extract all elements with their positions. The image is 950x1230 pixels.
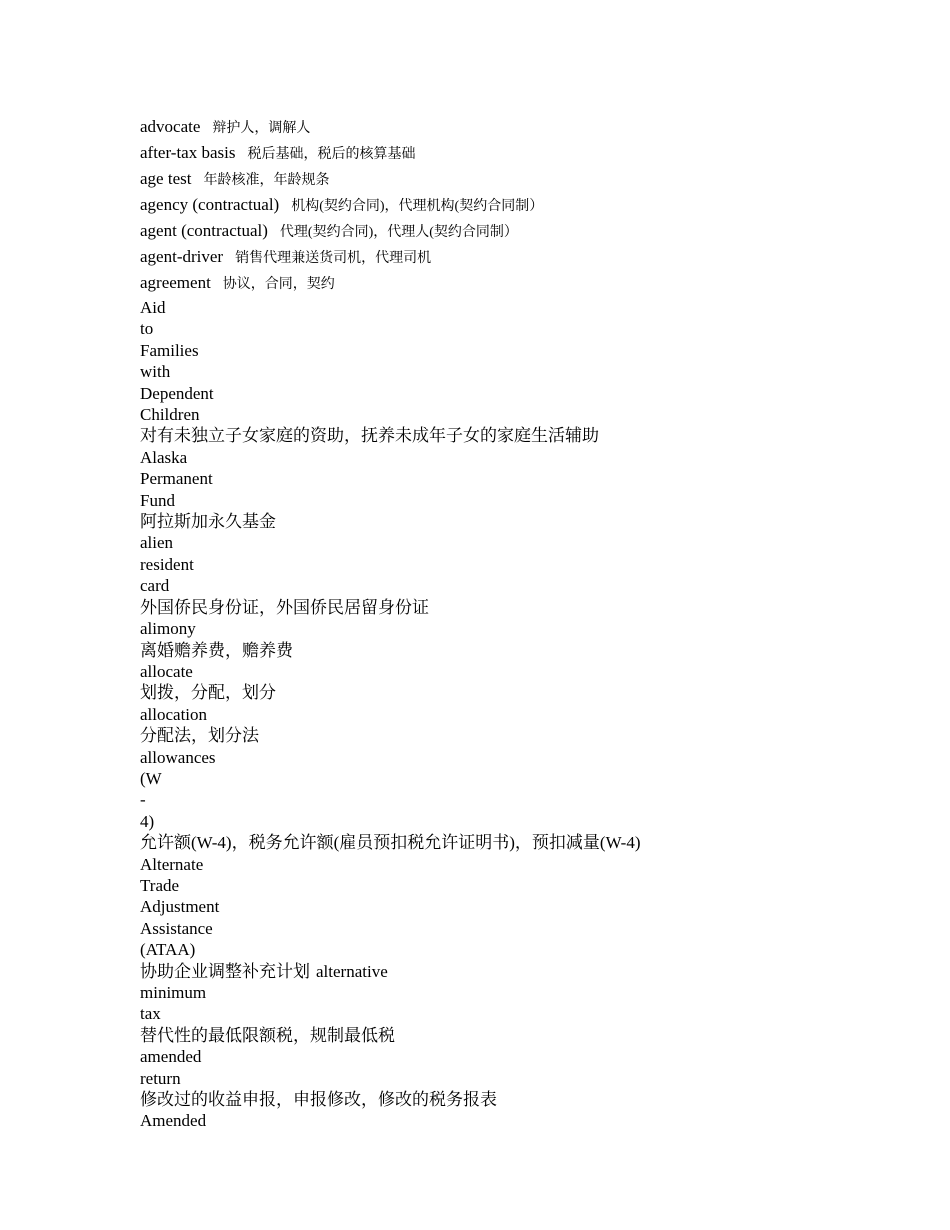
glossary-line: Amended (140, 1111, 207, 1131)
glossary-line: Permanent (140, 469, 213, 489)
glossary-line: Children (140, 405, 200, 425)
glossary-line: 修改过的收益申报，申报修改，修改的税务报表 (140, 1090, 497, 1110)
glossary-lines (140, 297, 920, 1132)
glossary-line: Trade (140, 875, 180, 895)
glossary-line: tax (140, 1004, 161, 1024)
glossary-line: 允许额(W-4)，税务允许额(雇员预扣税允许证明书)，预扣减量(W-4) (140, 833, 641, 853)
line-text: 协助企业调整补充计划 (140, 961, 310, 981)
glossary-line: card (140, 576, 170, 596)
glossary-entry (140, 193, 920, 219)
glossary-line: Assistance (140, 918, 213, 938)
entry-definition: 代理(契约合同)，代理人(契约合同制） (279, 225, 518, 240)
glossary-line: alien (140, 533, 174, 553)
glossary-line: Alaska (140, 447, 188, 467)
entry-term: agent-driver (140, 247, 224, 266)
glossary-line: allocation (140, 704, 208, 724)
glossary-line: Families (140, 340, 199, 360)
glossary-line: 阿拉斯加永久基金 (140, 512, 276, 532)
glossary-line: Fund (140, 490, 175, 510)
glossary-line: 对有未独立子女家庭的资助，抚养未成年子女的家庭生活辅助 (140, 426, 599, 446)
glossary-line: alimony (140, 619, 196, 639)
glossary-line: Alternate (140, 854, 204, 874)
glossary-line: resident (140, 554, 194, 574)
entry-term: agency (contractual) (140, 195, 280, 214)
glossary-line: (W (140, 768, 162, 788)
entry-term: age test (140, 169, 192, 188)
glossary-entry (140, 271, 920, 297)
glossary-line: to (140, 319, 154, 339)
glossary-line: return (140, 1068, 181, 1088)
entry-term: after-tax basis (140, 143, 236, 162)
glossary-line: Adjustment (140, 897, 220, 917)
entry-definition: 机构(契约合同)，代理机构(契约合同制） (291, 199, 544, 214)
entry-term: agreement (140, 273, 211, 292)
glossary-line: 外国侨民身份证，外国侨民居留身份证 (140, 597, 429, 617)
entry-term: advocate (140, 117, 201, 136)
glossary-entry (140, 141, 920, 167)
glossary-entry (140, 245, 920, 271)
glossary-line: allowances (140, 747, 216, 767)
glossary-line: - (140, 790, 146, 810)
glossary-line: 4) (140, 811, 155, 831)
glossary-line: 离婚赡养费，赡养费 (140, 640, 293, 660)
glossary-line: with (140, 362, 171, 382)
document-body (140, 115, 920, 1132)
glossary-line: (ATAA) (140, 940, 196, 960)
glossary-entry (140, 115, 920, 141)
glossary-line: Aid (140, 298, 166, 317)
entry-definition: 税后基础，税后的核算基础 (247, 147, 416, 162)
entry-definition: 辩护人，调解人 (212, 121, 311, 136)
entry-term: agent (contractual) (140, 221, 268, 240)
glossary-line: 分配法，划分法 (140, 726, 259, 746)
entry-definition: 销售代理兼送货司机，代理司机 (235, 251, 432, 266)
glossary-line: minimum (140, 983, 207, 1002)
glossary-line: 替代性的最低限额税，规制最低税 (140, 1025, 395, 1045)
glossary-line: allocate (140, 661, 193, 681)
entry-definition: 协议，合同，契约 (222, 277, 335, 292)
glossary-entries (140, 115, 920, 297)
line-term-tail: alternative (316, 961, 388, 981)
glossary-entry (140, 219, 920, 245)
glossary-line: amended (140, 1047, 202, 1067)
entry-definition: 年龄核准，年龄规条 (203, 173, 330, 188)
glossary-line: Dependent (140, 383, 214, 403)
glossary-line: 划拨，分配，划分 (140, 683, 276, 703)
glossary-entry (140, 167, 920, 193)
glossary-line (140, 961, 920, 982)
